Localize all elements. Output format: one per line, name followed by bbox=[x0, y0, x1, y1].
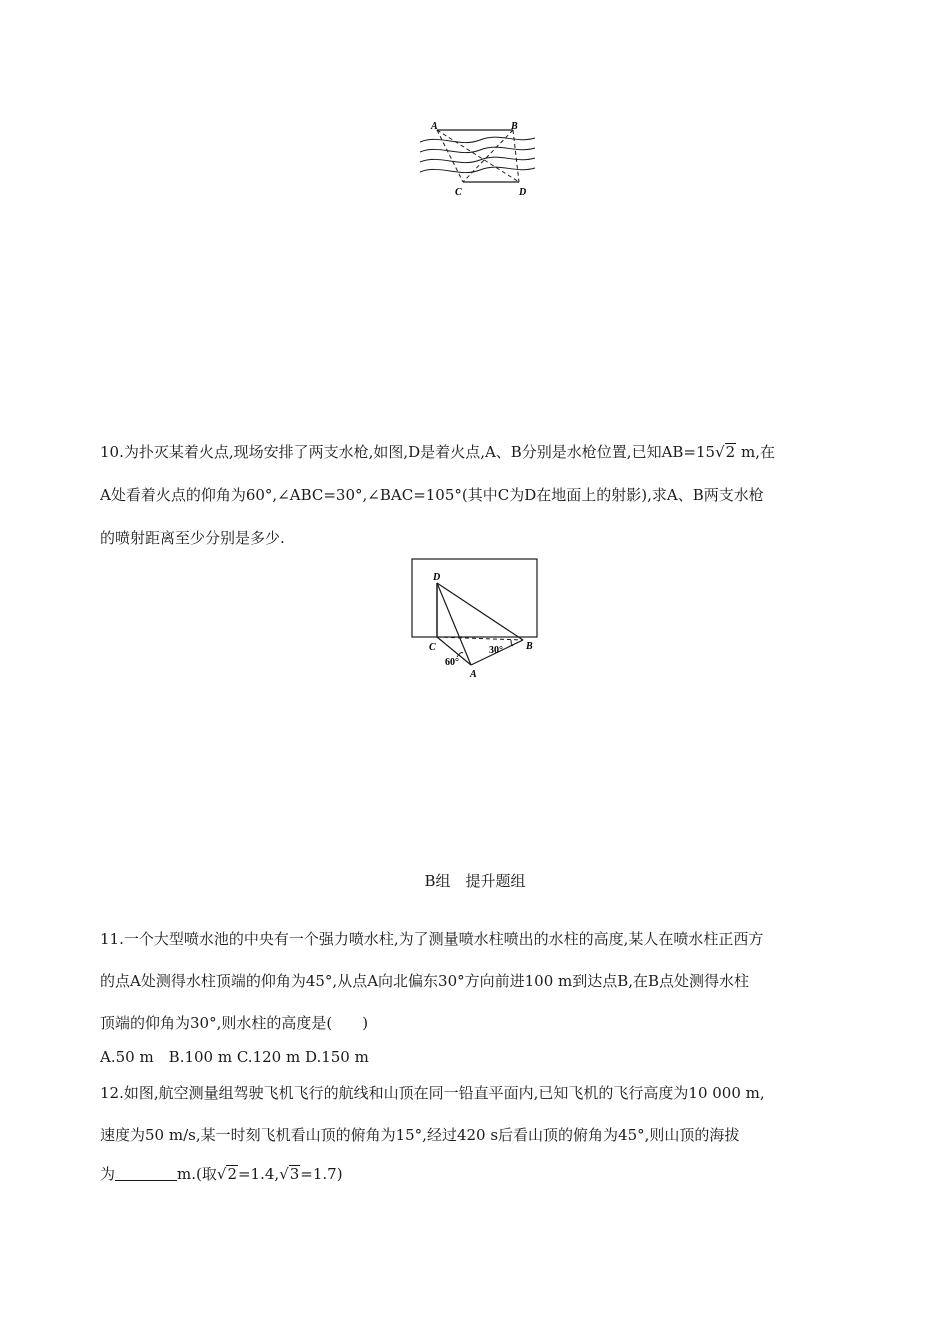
label-b: B bbox=[526, 641, 533, 652]
fire-figure bbox=[405, 555, 550, 683]
q10-line1-post: m,在 bbox=[736, 443, 775, 461]
section-b-heading: B组 提升题组 bbox=[424, 872, 526, 890]
sqrt-3: √3 bbox=[279, 1165, 300, 1183]
q11-line-2: 的点A处测得水柱顶端的仰角为45°,从点A向北偏东30°方向前进100 m到达点B,在B点处测得水柱 bbox=[100, 972, 750, 990]
q12-line-1: 12.如图,航空测量组驾驶飞机飞行的航线和山顶在同一铅直平面内,已知飞机的飞行高度为10 000 m, bbox=[100, 1084, 765, 1102]
q12-val1: =1.4, bbox=[237, 1165, 280, 1183]
sqrt-2: √2 bbox=[216, 1165, 237, 1183]
label-d: D bbox=[519, 187, 527, 198]
label-b: B bbox=[511, 121, 518, 132]
q10-line-3: 的喷射距离至少分别是多少. bbox=[100, 529, 285, 547]
fire-diagram bbox=[405, 555, 550, 683]
river-figure bbox=[415, 118, 540, 200]
label-d: D bbox=[433, 572, 441, 583]
q10-line-2: A处看着火点的仰角为60°,∠ABC=30°,∠BAC=105°(其中C为D在地面上的射影),求A、B两支水枪 bbox=[100, 486, 764, 504]
q10-line1-pre: 10.为扑灭某着火点,现场安排了两支水枪,如图,D是着火点,A、B分别是水枪位置,已知AB=15 bbox=[100, 443, 716, 461]
label-c: C bbox=[429, 642, 436, 653]
q11-line-1: 11.一个大型喷水池的中央有一个强力喷水柱,为了测量喷水柱喷出的水柱的高度,某人在喷水柱正西方 bbox=[100, 930, 764, 948]
q12-line-3 bbox=[100, 1164, 343, 1184]
label-c: C bbox=[455, 187, 462, 198]
river-diagram bbox=[415, 118, 540, 200]
answer-blank[interactable] bbox=[115, 1166, 177, 1181]
label-a: A bbox=[470, 669, 477, 680]
angle-60-label: 60° bbox=[445, 657, 459, 668]
q11-line-3: 顶端的仰角为30°,则水柱的高度是( ) bbox=[100, 1014, 369, 1032]
q12-val2: =1.7) bbox=[300, 1165, 343, 1183]
q10-line-1 bbox=[100, 442, 775, 462]
angle-30-label: 30° bbox=[489, 645, 503, 656]
label-a: A bbox=[431, 121, 438, 132]
q12-line3-pre: 为 bbox=[100, 1165, 116, 1183]
sqrt-2: √2 bbox=[715, 443, 736, 461]
q12-line-2: 速度为50 m/s,某一时刻飞机看山顶的俯角为15°,经过420 s后看山顶的俯角为45°,则山顶的海拔 bbox=[100, 1126, 740, 1144]
q12-line3-mid: m.(取 bbox=[177, 1165, 217, 1183]
q11-options: A.50 m B.100 m C.120 m D.150 m bbox=[100, 1048, 369, 1066]
